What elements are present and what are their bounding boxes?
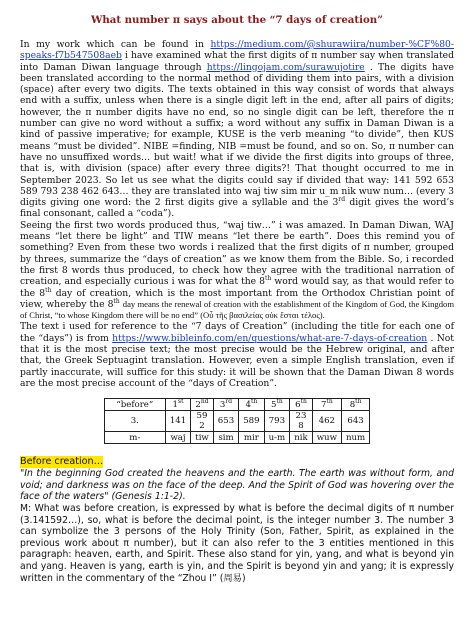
paragraph-commentary: M: What was before creation, is expressed by what is before the decimal digits of π number (3.141592…), so, what is before the decimal point, is the integer number 3. The number 3 can symbolize the 3 persons of the Holy Trinity (Son, Father, Spirit, as explained in the previous work about π number), but it can also refer to the 3 entities mentioned in this paragraph: heaven, earth, and Spirit. These also stand for yin, yang, and what is beyond yin and yang. Heaven is yang, earth is yin, and the Spirit is beyond yin and yang; it is expressly written in the commentary of the “Zhou I” (周易) bbox=[20, 502, 454, 584]
bibleinfo-link[interactable]: https://www.bibleinfo.com/en/questions/what-are-7-days-of-creation bbox=[112, 332, 428, 344]
seeing-text-small: day means the renewal of creation with the establishment of the Kingdom of God, the Kingdom of Christ, “to whose Kingdom there will be no end” (Οὗ τῆς βασιλείας οὐκ ἔσται τέλος). bbox=[20, 298, 455, 321]
table-cell-ordinal: 8th bbox=[341, 399, 369, 411]
superscript: th bbox=[113, 297, 120, 305]
table-cell-number: 462 bbox=[312, 411, 341, 432]
pi-words-table bbox=[104, 398, 370, 444]
document-title: What number π says about the “7 days of creation” bbox=[90, 14, 384, 26]
reference-text-b: . Not that it is the most precise text; the most precise would be the Hebrew original, and after that, the Greek Septuagint translation. However, even a simple English translation, even if partly inaccurate, will suffice for this study: it will be shown that the Daman Diwan 8 words are the most precise account of the “days of Creation”. bbox=[20, 332, 454, 389]
superscript: th bbox=[45, 286, 52, 294]
table-cell-word: mir bbox=[239, 432, 264, 444]
table-cell-number: 653 bbox=[213, 411, 238, 432]
paragraph-seeing bbox=[20, 220, 454, 322]
table-cell-number: 793 bbox=[264, 411, 290, 432]
paragraph-reference bbox=[20, 321, 454, 389]
intro-text-c: . The digits have been translated according to the normal method of dividing them into pairs, with a division (space) after every two digits. The texts obtained in this way consist of words that always end with a suffix, unless when there is a single digit left in the end, after all pairs of digits; however, the π number digits have no end, so no single digit can be left, therefore the π number can give no word without a suffix; a word without any suffix in Daman Diwan is a kind of passive imperative; for example, KUSE is the verb meaning “to divide”, then KUS means “must be divided”. NIBE =finding, NIB =must be found, and so on. So, π number can have no unsuffixed words… but wait! what if we divide the first digits into groups of three, that is, with division (space) after every three digits?! That thought occurred to me in September 2023. So let us see what the digits could say if divided that way: 141 592 653 589 793 238 462 643… they are translated into waj tiw sim mir u_m nik wuw num… (every 3 digits giving one word: the 2 first digits give a syllable and the 3 bbox=[20, 61, 454, 209]
table-cell-ordinal: 4th bbox=[239, 399, 264, 411]
table-cell-word: num bbox=[341, 432, 369, 444]
superscript: rd bbox=[338, 196, 346, 204]
table-row-ordinals bbox=[104, 399, 369, 411]
superscript: th bbox=[265, 275, 272, 283]
highlighted-heading: Before creation… bbox=[20, 456, 104, 468]
table-cell-ordinal: 6th bbox=[290, 399, 313, 411]
intro-text-a: In my work which can be found in bbox=[20, 39, 211, 50]
table-cell-ordinal: 7th bbox=[312, 399, 341, 411]
table-cell-ordinal: 1st bbox=[165, 399, 190, 411]
table-cell-prefix: m- bbox=[104, 432, 165, 444]
table-cell-word: nik bbox=[290, 432, 313, 444]
table-cell-word: u-m bbox=[264, 432, 290, 444]
table-cell-word: tiw bbox=[191, 432, 214, 444]
table-cell-number: 141 bbox=[165, 411, 190, 432]
table-cell-number: 589 bbox=[239, 411, 264, 432]
seeing-text-b: word would say, as that would refer to the 8 bbox=[20, 276, 455, 299]
seeing-text-a: Seeing the first two words produced thus, “waj tiw…” i was amazed. In Daman Diwan, WAJ means “let there be light” and TIW means “let there be earth”. Does this remind you of something? Even from these two words i realized that the first digits of π number, grouped by threes, summarize the “days of creation” as we know them from the Bible. So, i recorded the first 8 words thus produced, to check how they agree with the traditional narration of creation, and especially curious i was for what the 8 bbox=[20, 219, 454, 288]
reference-text-a: The text i used for reference to the “7 days of Creation” (including the title for each one of the “days”) is from bbox=[20, 321, 454, 344]
lingojam-link[interactable]: https://lingojam.com/surawujotire bbox=[206, 61, 365, 73]
table-cell-number: 643 bbox=[341, 411, 369, 432]
table-cell-number: 23 8 bbox=[290, 411, 313, 432]
seeing-text-c: day of creation, which is the most important from the Orthodox Christian point of view, whereby the 8 bbox=[20, 287, 454, 310]
table-cell-word: sim bbox=[213, 432, 238, 444]
intro-text-d: digit gives the word’s final consonant, called a “coda”). bbox=[20, 197, 454, 220]
intro-text-b: i have examined what the first digits of π number say when translated into Daman Diwan language through bbox=[20, 50, 454, 73]
table-row-numbers bbox=[104, 411, 369, 432]
table-cell-word: waj bbox=[165, 432, 190, 444]
table-cell-word: wuw bbox=[312, 432, 341, 444]
table-cell-ordinal: 5th bbox=[264, 399, 290, 411]
table-row-words bbox=[104, 432, 369, 444]
table-cell-before-label: “before” bbox=[104, 399, 165, 411]
table-cell-ordinal: 2nd bbox=[191, 399, 214, 411]
table-cell-number: 59 2 bbox=[191, 411, 214, 432]
before-creation-header bbox=[20, 444, 454, 468]
table-cell-integer: 3. bbox=[104, 411, 165, 432]
medium-link[interactable]: https://medium.com/@shurawiira/number-%CF%80-speaks-f7b547508aeb bbox=[20, 39, 454, 62]
table-cell-ordinal: 3rd bbox=[213, 399, 238, 411]
paragraph-intro bbox=[20, 39, 454, 220]
genesis-quote: "In the beginning God created the heavens and the earth. The earth was without form, and void; and darkness was on the face of the deep. And the Spirit of God was hovering over the face of the waters" (Genesis 1:1-2). bbox=[20, 468, 454, 503]
